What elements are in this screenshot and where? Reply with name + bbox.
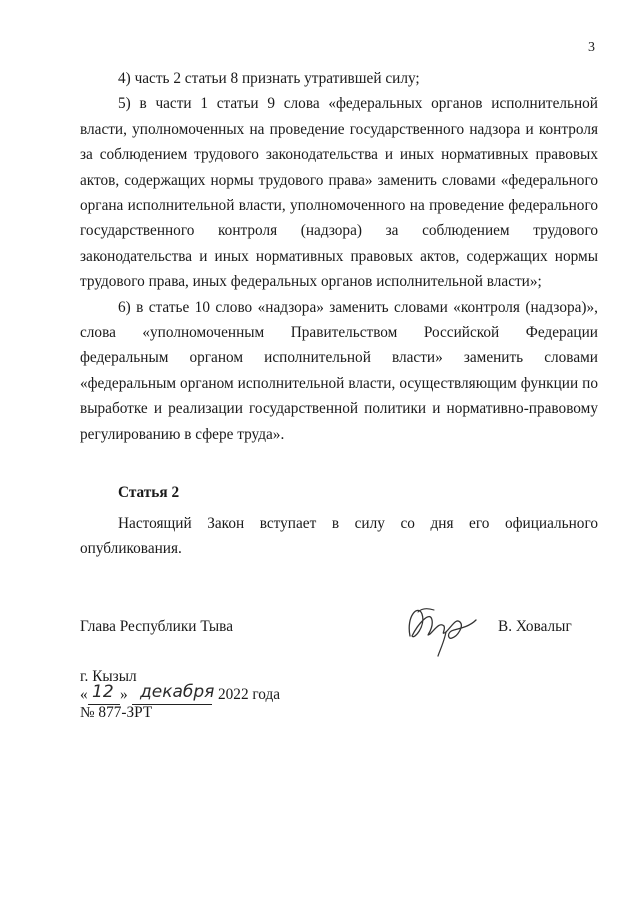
paragraph-item-6: 6) в статье 10 слово «надзора» заменить словами «контроля (надзора)», слова «уполномоченным Правительством Российской Федерации федеральным органом исполнительной власти» заменить словами «федеральным органом исполнительной власти, осуществляющим функции по выработке и реализации государственной политики и нормативно-правовому регулированию в сфере труда». <box>80 298 598 443</box>
signer-name: В. Ховалыг <box>498 618 572 635</box>
article-heading: Статья 2 <box>118 484 180 501</box>
signer-title: Глава Республики Тыва <box>80 618 233 635</box>
article-paragraph: Настоящий Закон вступает в силу со дня его официального опубликования. <box>80 515 598 558</box>
paragraph-item-5: 5) в части 1 статьи 9 слова «федеральных органов исполнительной власти, уполномоченных на проведение государственного надзора и контроля за соблюдением трудового законодательства и иных нормативных правовых актов, содержащих нормы трудового права» заменить словами «федерального органа исполнительной власти, уполномоченного на проведение федерального государственного контроля (надзора) за соблюдением трудового законодательства и иных нормативных правовых актов, содержащих нормы трудового права, иных федеральных органов исполнительной власти»; <box>80 95 598 291</box>
date-day-handwritten: 12 <box>92 682 114 702</box>
page-number: 3 <box>588 40 595 55</box>
date-month-handwritten: декабря <box>140 682 215 702</box>
article-body <box>80 511 598 562</box>
date-open-quote: « <box>80 686 88 703</box>
paragraph-item-4: 4) часть 2 статьи 8 признать утратившей силу; <box>118 70 420 87</box>
document-body <box>80 66 598 447</box>
law-number: № 877-ЗРТ <box>80 704 153 721</box>
handwritten-signature <box>400 596 480 660</box>
place-of-signing: г. Кызыл <box>80 668 137 685</box>
date-year: 2022 года <box>218 686 281 703</box>
date-close-quote: » <box>120 686 128 703</box>
